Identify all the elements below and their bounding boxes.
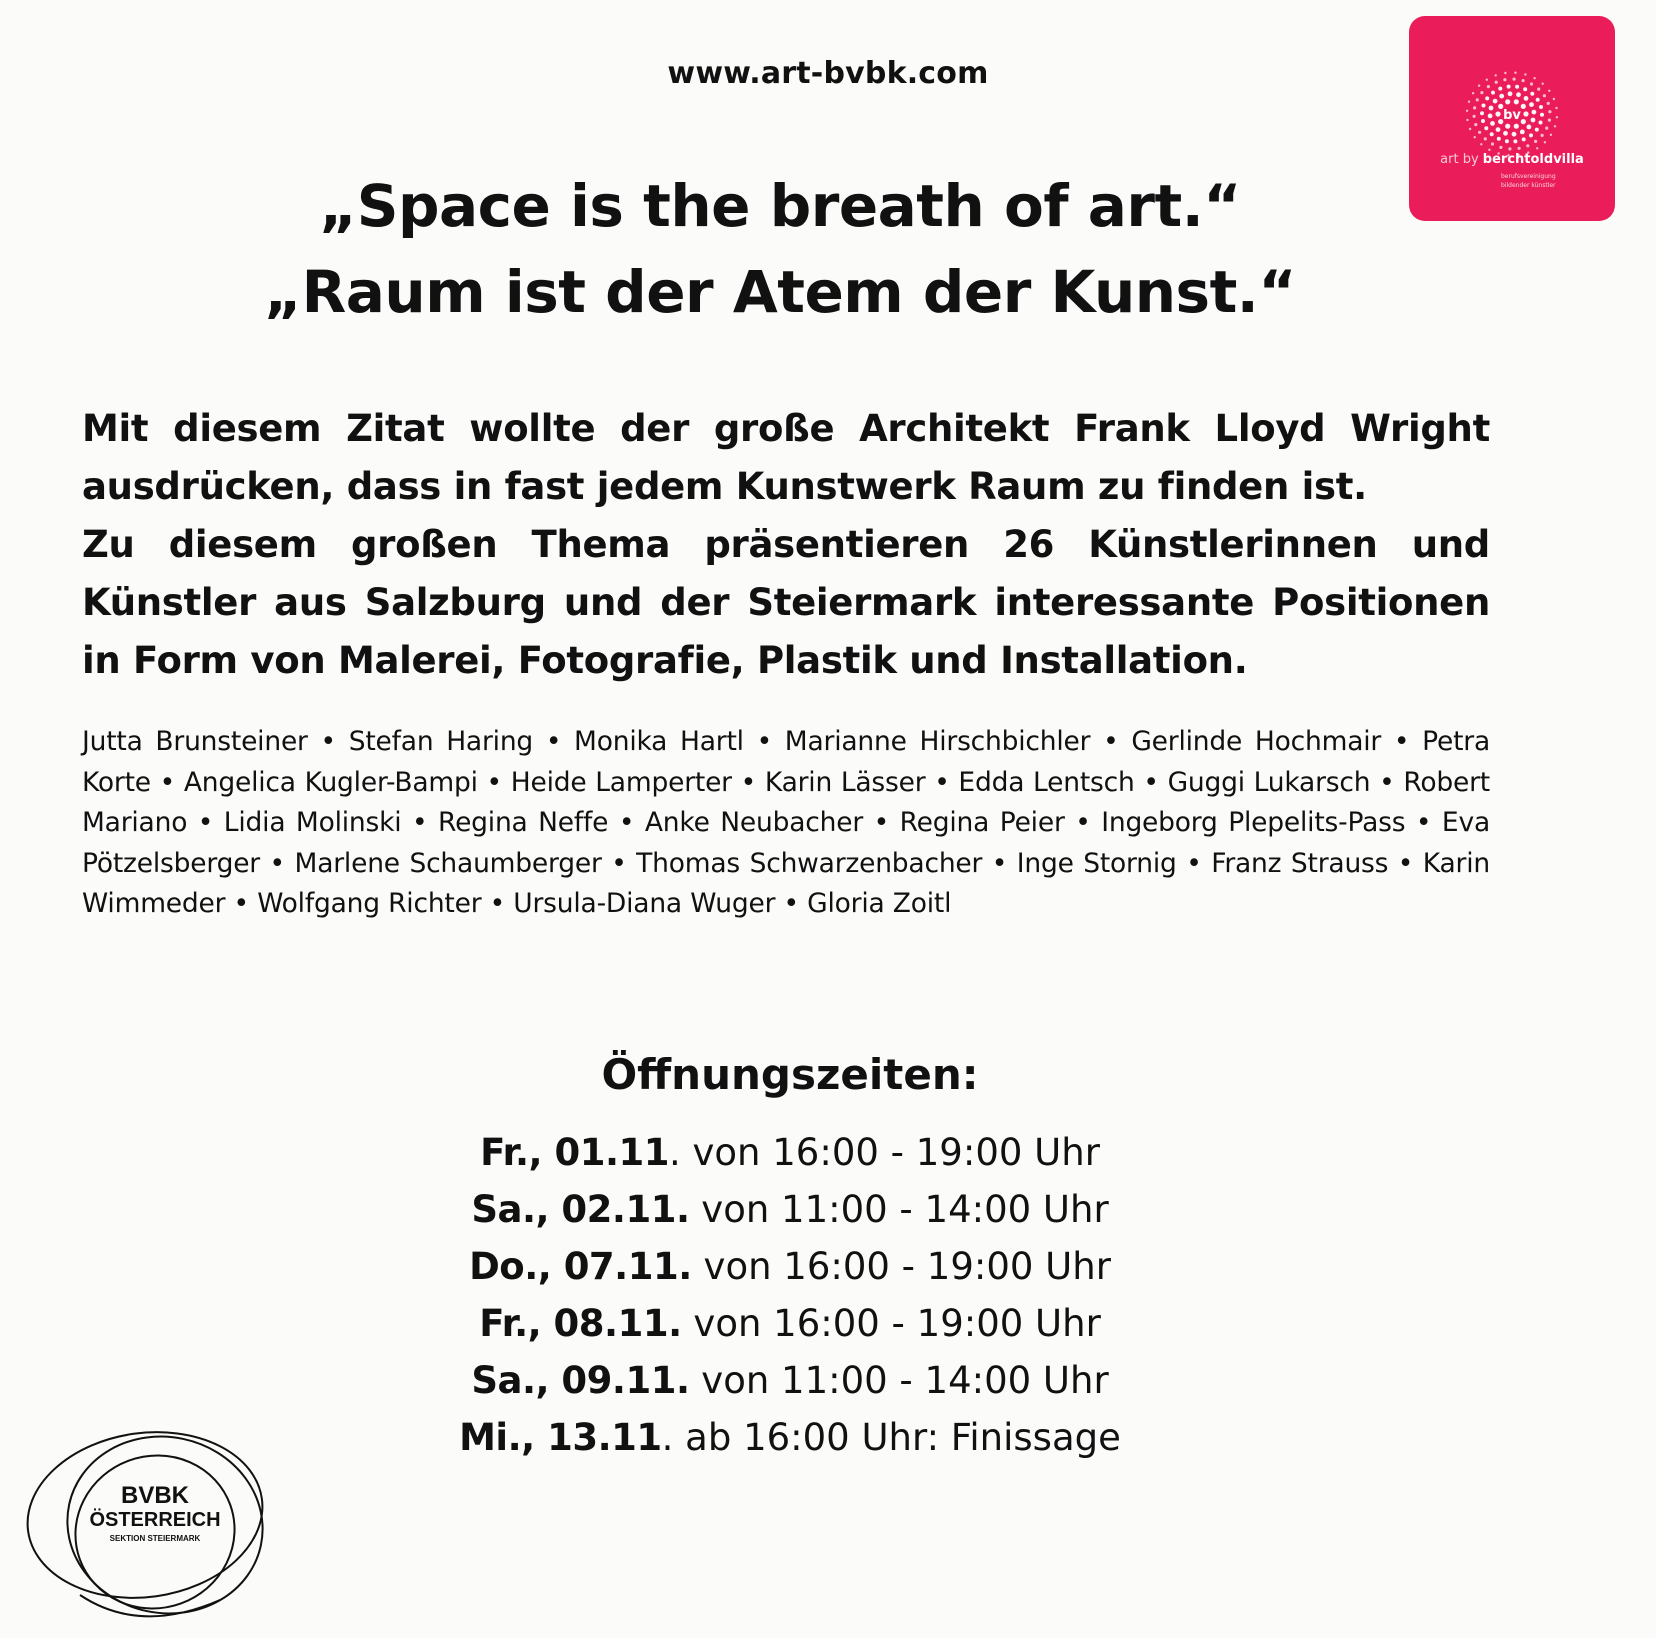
bvbk-stamp-logo (20, 1420, 280, 1625)
hours-row (0, 1295, 1580, 1352)
hours-time: . ab 16:00 Uhr: Finissage (661, 1416, 1121, 1459)
hours-row (0, 1124, 1580, 1181)
hours-day: Mi., 13.11 (459, 1416, 662, 1459)
hours-time: von 11:00 - 14:00 Uhr (689, 1359, 1109, 1402)
hours-day: Do., 07.11. (469, 1245, 692, 1288)
sunburst-dots-icon (1449, 64, 1575, 164)
logo-name: berchtoldvilla (1482, 152, 1584, 167)
logo-tagline-2: bildender künstler (1501, 182, 1556, 189)
intro-paragraph-1: Mit diesem Zitat wollte der große Architekt Frank Lloyd Wright ausdrücken, dass in fast jedem Kunstwerk Raum zu finden ist. (82, 407, 1490, 508)
hours-time: von 11:00 - 14:00 Uhr (689, 1188, 1109, 1231)
hours-day: Fr., 01.11 (480, 1131, 669, 1174)
hours-row (0, 1352, 1580, 1409)
hours-day: Fr., 08.11. (479, 1302, 682, 1345)
logo-monogram: bv (1503, 108, 1521, 123)
stamp-line-1: BVBK (120, 1482, 190, 1509)
opening-hours-list (0, 1124, 1580, 1466)
intro-text (82, 400, 1490, 690)
hours-day: Sa., 02.11. (471, 1188, 690, 1231)
opening-hours-title: Öffnungszeiten: (601, 1050, 979, 1099)
hours-day: Sa., 09.11. (471, 1359, 690, 1402)
intro-paragraph-2: Zu diesem großen Thema präsentieren 26 Künstlerinnen und Künstler aus Salzburg und der Steiermark interessante Positionen in Form von Malerei, Fotografie, Plastik und Installation. (82, 523, 1490, 682)
quote-german: „Raum ist der Atem der Kunst.“ (264, 258, 1296, 326)
stamp-line-2: ÖSTERREICH (89, 1509, 221, 1531)
artist-list: Jutta Brunsteiner • Stefan Haring • Monika Hartl • Marianne Hirschbichler • Gerlinde Hochmair • Petra Korte • Angelica Kugler-Bampi • Heide Lamperter • Karin Lässer • Edda Lentsch • Guggi Lukarsch • Robert Mariano • Lidia Molinski • Regina Neffe • Anke Neubacher • Regina Peier • Ingeborg Plepelits-Pass • Eva Pötzelsberger • Marlene Schaumberger • Thomas Schwarzenbacher • Inge Stornig • Franz Strauss • Karin Wimmeder • Wolfgang Richter • Ursula-Diana Wuger • Gloria Zoitl (82, 726, 1490, 919)
hours-time: von 16:00 - 19:00 Uhr (691, 1245, 1111, 1288)
hours-row (0, 1238, 1580, 1295)
website-url[interactable]: www.art-bvbk.com (667, 56, 989, 91)
quote-english: „Space is the breath of art.“ (319, 172, 1241, 240)
hours-time: von 16:00 - 19:00 Uhr (681, 1302, 1101, 1345)
logo-prefix: art by (1440, 152, 1479, 167)
hours-time: . von 16:00 - 19:00 Uhr (669, 1131, 1100, 1174)
hours-row (0, 1181, 1580, 1238)
logo-tagline-1: berufsvereinigung (1501, 173, 1556, 180)
stamp-line-3: SEKTION STEIERMARK (109, 1534, 201, 1543)
